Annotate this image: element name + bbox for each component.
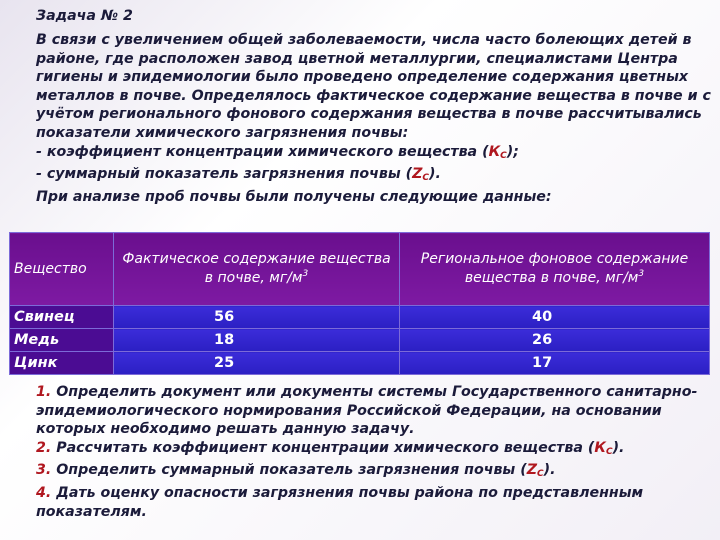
row-regional: 26 [400, 329, 710, 352]
row-substance: Медь [10, 329, 114, 352]
header-substance: Вещество [10, 233, 114, 306]
question-1 [8, 383, 714, 439]
question-2-text: Рассчитать коэффициент концентрации химического вещества ( [51, 439, 595, 456]
table-row [10, 306, 710, 329]
question-4-text: Дать оценку опасности загрязнения почвы района по представленным показателям. [36, 484, 644, 520]
indicator-zc-end: ). [429, 166, 441, 183]
table-row [10, 329, 710, 352]
question-3-symbol: Z [526, 462, 537, 479]
indicator-zc-text: - суммарный показатель загрязнения почвы ( [36, 166, 413, 183]
indicator-kc-text: - коэффициент концентрации химического вещества ( [36, 143, 489, 160]
header-regional-sup: 3 [638, 269, 645, 279]
table-row [10, 352, 710, 375]
header-actual [114, 233, 400, 306]
question-4 [8, 484, 714, 521]
indicator-kc [8, 143, 714, 166]
header-actual-text: Фактическое содержание вещества в почве, мг/м [122, 251, 391, 286]
indicator-kc-end: ); [506, 143, 519, 160]
header-regional [400, 233, 710, 306]
intro-paragraph: В связи с увеличением общей заболеваемости, числа часто болеющих детей в районе, где расположен завод цветной металлургии, специалистами Центра гигиены и эпидемиологии было проведено определение содержания цветных металлов в почве. Определялось фактическое содержание вещества в почве и с учётом регионального фонового содержания вещества в почве рассчитывались показатели химического загрязнения почвы: [36, 32, 711, 141]
question-2 [8, 439, 714, 462]
row-substance: Свинец [10, 306, 114, 329]
row-actual: 18 [114, 329, 400, 352]
zc-symbol: Z [412, 166, 423, 183]
question-3-end: ). [543, 462, 556, 479]
question-2-end: ). [612, 439, 625, 456]
question-2-subscript: С [605, 446, 613, 457]
zc-subscript: C [422, 173, 430, 184]
kc-symbol: К [488, 143, 501, 160]
question-3 [8, 461, 714, 484]
row-substance: Цинк [10, 352, 114, 375]
indicator-zc [8, 165, 714, 188]
question-1-text: Определить документ или документы системы Государственного санитарно-эпидемиологического нормирования Российской Федерации, на основании которых необходимо решать данную задачу. [36, 384, 698, 438]
question-4-number: 4. [36, 484, 52, 501]
row-regional: 40 [400, 306, 710, 329]
question-1-number: 1. [36, 384, 52, 400]
row-regional: 17 [400, 352, 710, 375]
question-3-text: Определить суммарный показатель загрязнения почвы ( [51, 462, 527, 479]
row-actual: 25 [114, 352, 400, 375]
question-2-symbol: К [594, 439, 606, 456]
task-intro [8, 31, 714, 206]
task-questions [8, 383, 714, 521]
question-3-number: 3. [36, 462, 52, 479]
header-regional-text: Региональное фоновое содержание вещества в почве, мг/м [420, 251, 689, 286]
analysis-line: При анализе проб почвы были получены следующие данные: [36, 188, 552, 205]
header-actual-sup: 3 [302, 269, 309, 279]
row-actual: 56 [114, 306, 400, 329]
question-3-subscript: C [536, 469, 544, 480]
question-2-number: 2. [36, 439, 52, 456]
task-title: Задача № 2 [36, 8, 133, 24]
table-header-row [10, 233, 710, 306]
kc-subscript: С [500, 150, 507, 161]
soil-data-table [9, 232, 710, 375]
